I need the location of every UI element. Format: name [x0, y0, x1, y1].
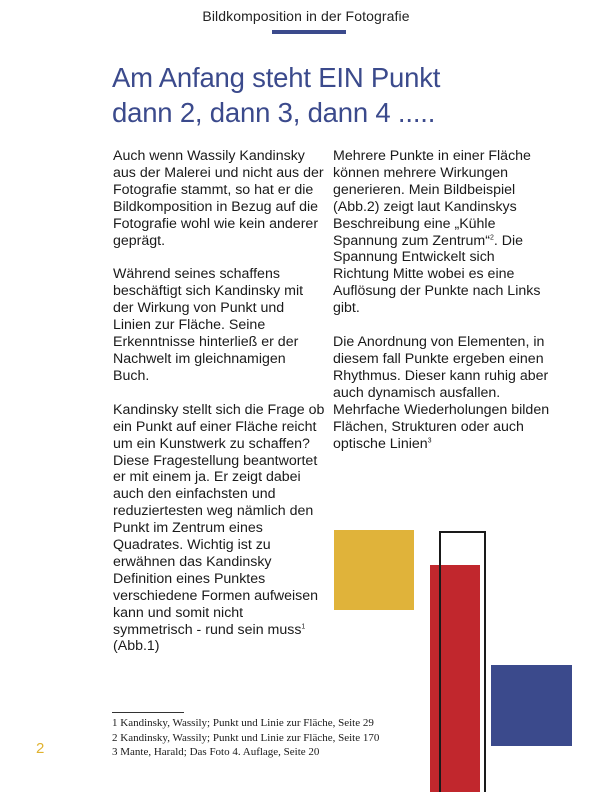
header-rule — [272, 30, 346, 34]
page-title — [112, 60, 572, 130]
title-line-1: Am Anfang steht EIN Punkt — [112, 62, 441, 93]
left-paragraph-3 — [113, 402, 325, 656]
left-paragraph-2: Während seines schaffens beschäftigt sich Kandinsky mit der Wirkung von Punkt und Linien zur Fläche. Seine Erkenntnisse hinterließ er der Nachwelt im gleichnamigen Buch. — [113, 266, 304, 384]
blue-square-shape — [491, 665, 572, 746]
right-paragraph-1-text-b: . Die Spannung Entwickelt sich Richtung Mitte wobei es eine Auflösung der Punkte nach Links gibt. — [333, 232, 541, 317]
footnote-2: 2 Kandinsky, Wassily; Punkt und Linie zur Fläche, Seite 170 — [112, 731, 380, 744]
footnote-3: 3 Mante, Harald; Das Foto 4. Auflage, Seite 20 — [112, 746, 320, 759]
left-paragraph-1: Auch wenn Wassily Kandinsky aus der Malerei und nicht aus der Fotografie stammt, so hat er die Bildkomposition in Bezug auf die Fotografie wohl wie kein anderer geprägt. — [113, 148, 324, 249]
right-text-column — [333, 148, 551, 469]
footnote-1: 1 Kandinsky, Wassily; Punkt und Linie zur Fläche, Seite 29 — [112, 717, 374, 729]
right-paragraph-2-text: Die Anordnung von Elementen, in diesem fall Punkte ergeben einen Rhythmus. Dieser kann ruhig aber auch dynamisch ausfallen. Mehrfache Wiederholungen bilden Flächen, Strukturen oder auch optische Linien — [333, 334, 550, 452]
page-number: 2 — [36, 740, 45, 757]
footnote-ref-2: 2 — [489, 233, 494, 241]
right-paragraph-2 — [333, 334, 551, 452]
left-paragraph-3-text: Kandinsky stellt sich die Frage ob ein Punkt auf einer Fläche reicht um ein Kunstwerk zu schaffen? Diese Fragestellung beantwortet er mit einem ja. Er zeigt dabei auch den einfachsten und reduziertesten weg nämlich den Punkt im Zentrum eines Quadrates. Wichtig ist zu erwähnen das Kandinsky Definition eines Punktes verschiedene Formen aufweisen kann und somit nicht symmetrisch - rund sein muss — [113, 401, 325, 638]
figure-reference: (Abb.1) — [113, 638, 160, 655]
left-text-column — [113, 148, 325, 672]
running-header: Bildkomposition in der Fotografie — [202, 8, 410, 24]
yellow-square-shape — [334, 530, 414, 610]
black-outline-rectangle-shape — [439, 531, 486, 792]
right-paragraph-1 — [333, 148, 551, 317]
footnotes — [112, 716, 432, 760]
footnote-ref-1: 1 — [301, 622, 306, 630]
footnote-rule — [112, 712, 184, 713]
footnote-ref-3: 3 — [427, 436, 432, 444]
title-line-2: dann 2, dann 3, dann 4 ..... — [112, 97, 436, 128]
right-paragraph-1-text-a: Mehrere Punkte in einer Fläche können mehrere Wirkungen generieren. Mein Bildbeispiel (Abb.2) zeigt laut Kandinskys Beschreibung eine „Kühle Spannung zum Zentrum“ — [333, 148, 531, 249]
